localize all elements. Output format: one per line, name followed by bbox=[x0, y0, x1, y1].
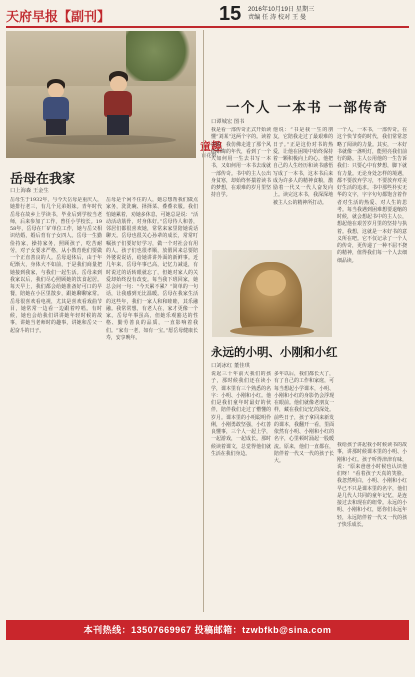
date-line: 2016年10月19日 星期三 bbox=[248, 6, 315, 13]
child-left bbox=[41, 79, 71, 137]
figurine-face bbox=[256, 270, 286, 296]
column-divider bbox=[203, 30, 204, 612]
header-meta bbox=[248, 6, 314, 22]
figurine-photo bbox=[212, 250, 332, 337]
article-title-right-bottom: 永远的小明、小刚和小红 bbox=[211, 345, 338, 359]
article-byline-left: 口上海森 王金生 bbox=[10, 188, 49, 194]
page-header bbox=[6, 4, 409, 26]
article-right-top-column-2: 他说：“书是我一生的朋友，它陪我走过了最艰难的日子。”正是这份对书的热爱，让他在困境中始终保持着一颗积极向上的心。他把自己的人生经历和读书感悟写成了一本书，这本书后来成为许多人的精神食粮，激励着一代又一代人奋发向上。读完这本书，我深深地被主人公的精神所打动。 bbox=[273, 127, 333, 206]
article-right-top-column-1: 我是看一部传奇正式开始读懂“刘某”这两个字的。读着读着，我仿佛走进了那个风雨如晦的年代，看到了一个人如何用一生去书写一本书，又如何用一本书去成就一部传奇。书中的主人公出身贫寒，却始终怀揣着读书的梦想，在艰难的岁月里坚持自学。 bbox=[211, 127, 271, 199]
article-title-right-top: 一个人 一本书 一部传奇 bbox=[226, 100, 389, 116]
photo-tree bbox=[126, 31, 196, 81]
masthead-brand: 天府早报【副刊】 bbox=[6, 9, 111, 24]
photo-caption-title: 童趣 bbox=[200, 140, 222, 153]
article-byline-right-bottom: 口刘冰红 董佳琪 bbox=[211, 363, 250, 369]
article-right-bottom-column-2: 多年以后，我们都长大了，有了自己的工作和家庭，可每当想起小学课本，小明、小刚和小红的身影仍会浮现在眼前。他们就像老朋友一样，藏在我们记忆的深处。前些日子，孩子拿回来新发的课本，我翻开一看，里面依然有小明、小刚和小红的名字，心里顿时涌起一股暖流。原来，他们一直都在，陪伴着一代又一代的孩子长大。 bbox=[274, 371, 334, 464]
children-photo bbox=[6, 31, 196, 158]
article-title-left: 岳母在我家 bbox=[10, 172, 76, 187]
article-right-top-column-3: 一个人，一本书，一部传奇。在这个快节奏的时代，我们常常忽略了阅读的力量。其实，一本好书就像一盏明灯，能照亮我们前行的路。主人公用他的一生告诉我们：只要心中有梦想，脚下就有力量。无论身处怎样的境遇，都不要放弃学习，不要放弃对美好生活的追求。书中那些朴实无华的文字，字字句句都饱含着作者对生活的热爱、对人生的思考。每当我遇到困难想要退缩的时候，就会想起书中的主人公，想起他在艰苦岁月里的坚持与执着。我想，这就是一本好书的意义所在吧。它不仅记录了一个人的传奇，更传递了一种不屈不挠的精神，值得我们每一个人去细细品读。 bbox=[337, 127, 407, 264]
article-right-bottom-column-3: 我给孩子讲起我小时候读书的故事，讲那时候课本里的小明、小刚和小红。孩子听得津津有味，说：“原来爸爸小时候也认识他们呀！”看着孩子天真的笑脸，我忽然明白，小明、小刚和小红早已不只是课本里的名字，他们是几代人共同的童年记忆，是连接过去和现在的纽带。永远的小明、小刚和小红，愿你们永远年轻，永远陪伴着一代又一代的孩子快乐成长。 bbox=[337, 442, 407, 528]
photo-caption-credit: 百花摄 bbox=[201, 153, 217, 159]
page-number: 15 bbox=[219, 3, 242, 25]
figurine-base bbox=[230, 326, 314, 336]
article-byline-right-top: 口谭城宏 图书 bbox=[211, 119, 245, 125]
article-left-column-1: 岳母生于1932年，与今天岳母是重庆人，她排行老三，有几个兄弟姐妹。青年时代岳母在故乡上学读书，毕业后到学校当老师，后来参加了工作，曾任小学校长。1958年，岳母在厂矿单位工作，她与岳父相识结婚，婚后育有子女四人。岳母一生勤俭持家，操持家务，照顾孩子，吃苦耐劳，对子女要求严格，从小教育他们要做一个正直善良的人。岳母退休后，由于年纪渐大，身体大不如前，于是我们商量把她接到我家，与我们一起生活。岳母来到我家以后，我们尽心照顾她的饮食起居。每天早上，我们都会给她准备好可口的早餐，陪她在小区里散步，跟她聊聊家常。岳母很喜欢看电视，尤其是喜欢看戏曲节目，她常常一边看一边跟着哼唱。有时候，她也会给我们讲讲她年轻时候的故事，讲她当老师时的趣事，讲她和岳父一起奋斗的日子。 bbox=[10, 197, 102, 334]
child-right bbox=[101, 71, 135, 137]
article-right-bottom-column-1: 说起三十年前大我们的孩子，那时候我们还在读小学，课本里有三个熟悉的名字：小明、小刚和小红。他们是我们童年时最好的伙伴，陪伴我们走过了懵懂的岁月。课本里的小明聪明伶俐，小刚勇敢坚强，小红善良懂事，三个人一起上学，一起游戏，一起成长。那时候读着课文，总觉得他们就生活在我们身边。 bbox=[211, 371, 271, 457]
header-rule bbox=[6, 26, 409, 28]
editor-line: 责编 任 涛 校对 王 曼 bbox=[248, 14, 307, 21]
footer-banner: 本刊热线：13507669967 投稿邮箱：tzwbfkb@sina.com bbox=[6, 620, 409, 640]
article-left-column-2: 岳母是个闲不住的人，她总想帮我们做点家务，洗洗碗、择择菜、叠叠衣服。我们怕她累着，劝她多休息，可她总是说：“活动活动筋骨，对身体好。”岳母待人和善，邻居们都很喜欢她，常常来家里陪她说话聊天。岳母也很关心孙辈的成长，常常叮嘱孩子们要好好学习，做一个对社会有用的人。孩子们也很孝顺，放假回来总要陪外婆说说话，给她讲讲外面的新鲜事。近几年来，岳母年事已高，记忆力减退，有时说过的话转眼就忘了，但她对家人的关爱却始终没有改变。每当我下班回家，她总会问一句：“今天累不累？”简单的一句话，让我感到无比温暖。岳母在我家生活的这些年，我们一家人和和睦睦，其乐融融。我常常想，有老人在，家才更像一个家。岳母年事虽高，但她乐观豁达的性格、勤劳善良的品质，一直影响着我们。“家有一老，如有一宝。”愿岳母健康长寿，安享晚年。 bbox=[106, 197, 198, 341]
